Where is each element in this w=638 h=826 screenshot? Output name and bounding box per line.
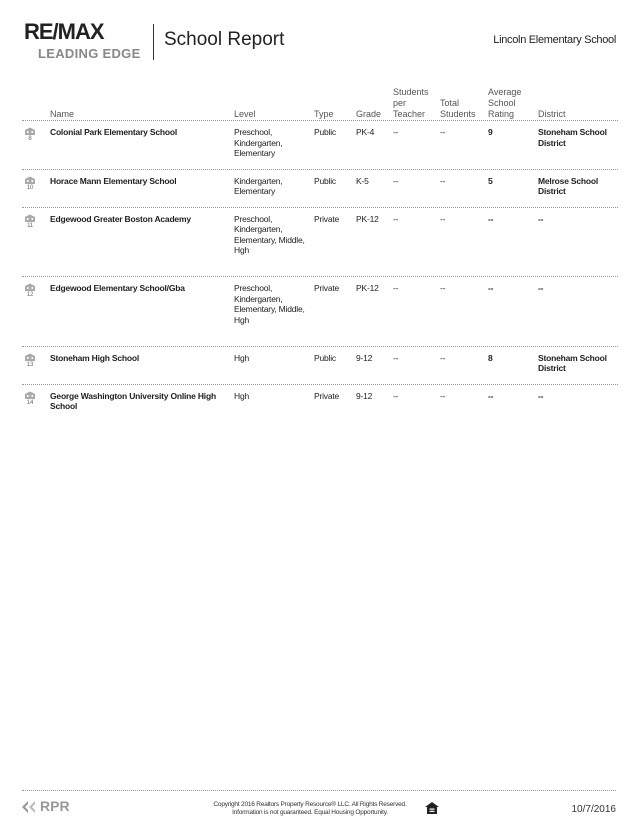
- students-per-teacher-cell: --: [393, 283, 399, 293]
- school-name-cell: Horace Mann Elementary School: [50, 175, 177, 186]
- grade-cell: PK-12: [356, 213, 379, 224]
- table-header: [22, 84, 618, 120]
- grade-cell: PK-12: [356, 283, 379, 293]
- school-name-cell: Edgewood Greater Boston Academy: [50, 213, 191, 224]
- page-header: [0, 0, 638, 66]
- school-building-icon: [22, 127, 38, 143]
- table-row: [22, 346, 618, 384]
- students-per-teacher-cell: --: [393, 175, 399, 186]
- rpr-label: RPR: [40, 798, 70, 814]
- grade-cell: 9-12: [356, 352, 373, 363]
- students-per-teacher-cell: --: [393, 213, 399, 224]
- rating-cell: --: [488, 213, 494, 224]
- rating-cell: --: [488, 390, 494, 401]
- table-row: [22, 207, 618, 277]
- school-name-cell: Colonial Park Elementary School: [50, 127, 178, 137]
- students-per-teacher-cell: --: [393, 127, 399, 137]
- total-students-cell: --: [440, 352, 446, 363]
- district-cell: Stoneham School District: [538, 127, 607, 148]
- rpr-logo-icon: [20, 796, 80, 816]
- students-per-teacher-cell: --: [393, 352, 399, 363]
- copyright-notice: [200, 801, 420, 817]
- table-row: [22, 276, 618, 346]
- school-building-icon: [22, 391, 38, 407]
- map-marker-number: 13: [26, 361, 34, 368]
- level-cell: Preschool, Kindergarten, Elementary: [234, 127, 283, 158]
- school-building-icon: [22, 214, 38, 230]
- level-cell: Kindergarten, Elementary: [234, 175, 283, 196]
- level-cell: Preschool, Kindergarten, Elementary, Middle, Hgh: [234, 283, 305, 325]
- footer-divider: [22, 790, 616, 792]
- brand-top: RE/MAX: [24, 19, 104, 44]
- type-cell: Private: [314, 283, 340, 293]
- district-cell: --: [538, 213, 544, 224]
- district-cell: --: [538, 390, 544, 401]
- map-marker-number: 8: [28, 136, 32, 142]
- total-students-cell: --: [440, 175, 446, 186]
- col-grade: Grade: [356, 109, 382, 119]
- district-cell: --: [538, 283, 544, 293]
- col-name: Name: [50, 109, 75, 119]
- total-students-cell: --: [440, 283, 446, 293]
- level-cell: Hgh: [234, 352, 249, 363]
- school-name-cell: Edgewood Elementary School/Gba: [50, 283, 185, 293]
- page-title: School Report: [164, 29, 285, 50]
- district-cell: Melrose School District: [538, 175, 599, 196]
- type-cell: Public: [314, 352, 336, 363]
- table-row: [22, 384, 618, 422]
- school-name-cell: George Washington University Online High School: [50, 390, 216, 411]
- map-marker-number: 10: [26, 184, 34, 191]
- grade-cell: 9-12: [356, 390, 373, 401]
- table-row: [22, 120, 618, 169]
- col-average-rating: Average School Rating: [488, 87, 522, 119]
- rating-cell: --: [488, 283, 494, 293]
- school-building-icon: [22, 283, 38, 299]
- map-marker-number: 14: [26, 399, 34, 406]
- total-students-cell: --: [440, 127, 446, 137]
- students-per-teacher-cell: --: [393, 390, 399, 401]
- rating-cell: 8: [488, 352, 493, 363]
- remax-logo: [22, 20, 152, 64]
- copyright-line-2: Information is not guaranteed. Equal Housing Opportunity.: [232, 809, 388, 816]
- total-students-cell: --: [440, 390, 446, 401]
- col-district: District: [538, 109, 566, 119]
- type-cell: Private: [314, 213, 340, 224]
- copyright-line-1: Copyright 2016 Realtors Property Resource® LLC. All Rights Reserved.: [213, 801, 407, 808]
- type-cell: Private: [314, 390, 340, 401]
- col-type: Type: [314, 109, 334, 119]
- grade-cell: K-5: [356, 175, 369, 186]
- school-building-icon: [22, 353, 38, 369]
- page-footer: [0, 790, 638, 826]
- table-row: [22, 169, 618, 207]
- report-date: 10/7/2016: [571, 804, 616, 815]
- type-cell: Public: [314, 175, 336, 186]
- equal-housing-icon: [424, 801, 440, 820]
- col-level: Level: [234, 109, 256, 119]
- district-cell: Stoneham School District: [538, 352, 607, 373]
- grade-cell: PK-4: [356, 127, 375, 137]
- school-name-cell: Stoneham High School: [50, 352, 140, 363]
- level-cell: Preschool, Kindergarten, Elementary, Middle, Hgh: [234, 213, 305, 255]
- rating-cell: 9: [488, 127, 493, 137]
- brand-bottom: LEADING EDGE: [38, 46, 141, 61]
- map-marker-number: 11: [27, 222, 33, 229]
- school-table: [22, 84, 618, 422]
- col-students-per-teacher: Students per Teacher: [393, 87, 429, 119]
- rating-cell: 5: [488, 175, 493, 186]
- map-marker-number: 12: [26, 292, 34, 298]
- col-total-students: Total Students: [440, 98, 476, 119]
- school-building-icon: [22, 176, 38, 192]
- level-cell: Hgh: [234, 390, 249, 401]
- school-name: Lincoln Elementary School: [493, 34, 616, 46]
- total-students-cell: --: [440, 213, 446, 224]
- header-divider: [153, 24, 154, 60]
- type-cell: Public: [314, 127, 336, 137]
